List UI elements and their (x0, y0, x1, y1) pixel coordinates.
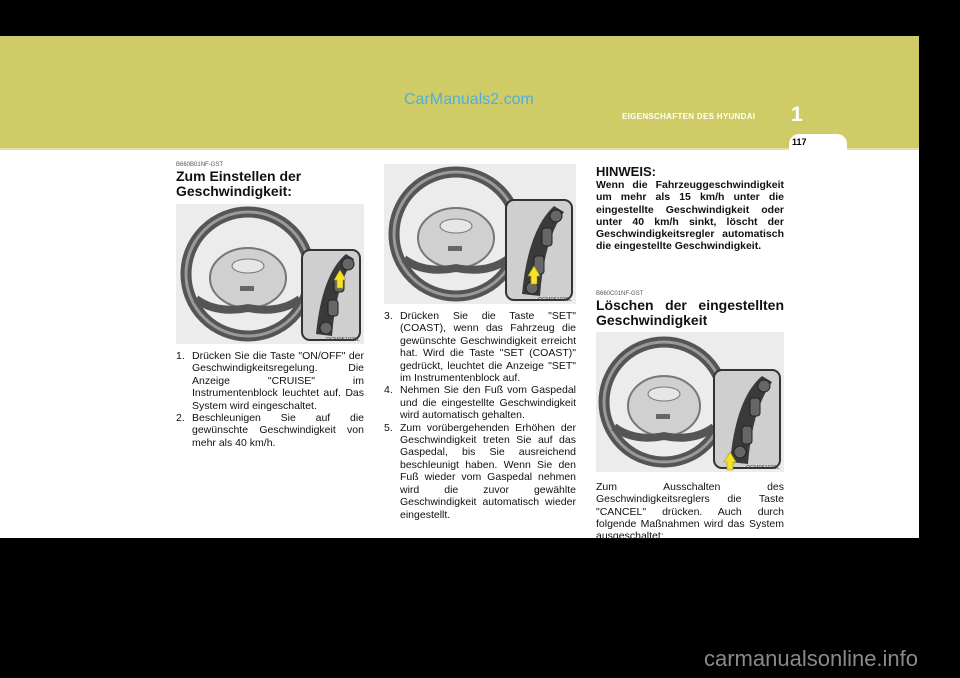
steps-list (176, 350, 364, 449)
chapter-number: 1 (791, 103, 803, 126)
steps-list (384, 310, 576, 521)
section-code: B660C01NF-GST (596, 290, 644, 297)
header-divider (0, 148, 919, 150)
figure-steering-wheel-on-off (176, 204, 364, 344)
watermark-top-link[interactable]: CarManuals2.com (404, 91, 534, 108)
step-item: 2. Beschleunigen Sie auf die gewünschte Geschwindigkeit von mehr als 40 km/h. (176, 412, 364, 449)
page-number: 117 (792, 137, 807, 147)
chapter-title: EIGENSCHAFTEN DES HYUNDAI (622, 112, 756, 121)
section-heading: Löschen der eingestellten Geschwindigkeit (596, 296, 784, 328)
note-body: Wenn die Fahrzeuggeschwindigkeit um mehr als 15 km/h unter die eingestellte Geschwindigkeit oder unter 40 km/h sinkt, löscht der Geschwindigkeitsregler automatisch die eingestellte Geschwindigkeit. (596, 179, 784, 253)
column-2 (384, 164, 576, 521)
section-code: B660B01NF-GST (176, 162, 224, 168)
manual-page (0, 36, 919, 543)
figure-code: OCM051031L (745, 464, 780, 471)
step-item: 1. Drücken Sie die Taste "ON/OFF" der Geschwindigkeitsregelung. Die Anzeige "CRUISE" im Instrumentenblock leuchtet auf. Das System wird eingeschaltet. (176, 350, 364, 412)
section-heading: Zum Einstellen der Geschwindigkeit: (176, 168, 302, 199)
figure-code: OCM051030L (537, 297, 572, 303)
watermark-bottom-link[interactable]: carmanualsonline.info (704, 646, 919, 671)
note-title: HINWEIS: (596, 164, 656, 179)
column-1 (176, 162, 364, 449)
figure-steering-wheel-set (384, 164, 576, 304)
steering-wheel-icon (176, 204, 364, 344)
figure-code: OCM051029L (325, 337, 360, 343)
figure-steering-wheel-cancel (596, 332, 784, 472)
column-3 (596, 164, 784, 543)
step-item: 3. Drücken Sie die Taste "SET" (COAST), wenn das Fahrzeug die gewünschte Geschwindigkeit erreicht hat. Wird die Taste "SET (COAST)" gedrückt, leuchtet die Anzeige "SET" im Instrumentenblock auf. (384, 310, 576, 385)
cancel-paragraph: Zum Ausschalten des Geschwindigkeitsreglers die Taste "CANCEL" drücken. Auch durch folgende Maßnahmen wird das System ausgeschaltet: (596, 480, 784, 543)
step-item: 4. Nehmen Sie den Fuß vom Gaspedal und die eingestellte Geschwindigkeit wird automatisch gehalten. (384, 384, 576, 422)
steering-wheel-icon (596, 332, 784, 472)
step-item: 5. Zum vorübergehenden Erhöhen der Geschwindigkeit treten Sie auf das Gaspedal, bis Sie ausreichend beschleunigt haben. Wenn Sie den Fuß wieder vom Gaspedal nehmen wird die zuvor gewählte Geschwindigkeit automatisch wieder eingestellt. (384, 421, 576, 521)
steering-wheel-icon (384, 164, 576, 304)
